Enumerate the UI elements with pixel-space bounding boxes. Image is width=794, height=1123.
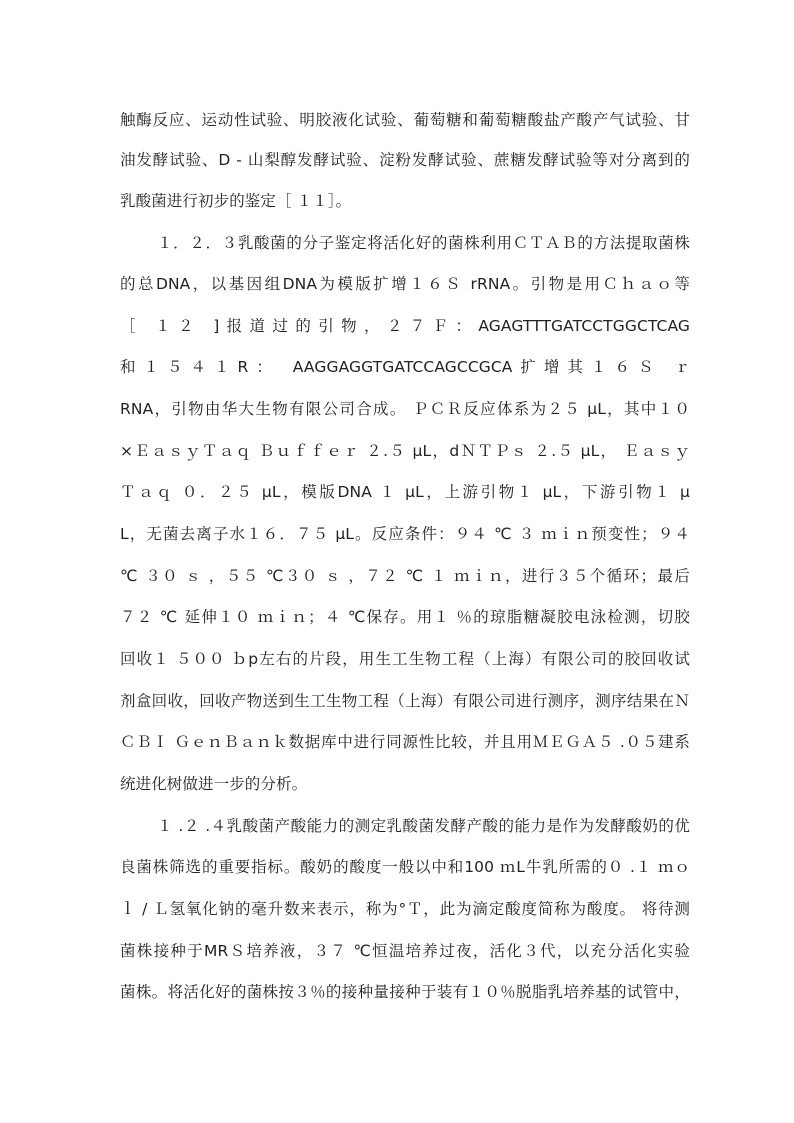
- text-line: 剂盒回收，回收产物送到生工生物工程（上海）有限公司进行测序，测序结果在Ｎ: [120, 692, 690, 710]
- text-line: ＣＢＩ ＧｅｎＢａｎｋ数据库中进行同源性比较，并且用ＭＥＧＡ５ .０５建系: [120, 733, 690, 751]
- text-line: ［ １２ ]报道过的引物，２７Ｆ：AGAGTTTGATCCTGGCTCAG: [120, 317, 690, 335]
- text-line: １．２．３乳酸菌的分子鉴定将活化好的菌株利用ＣＴＡＢ的方法提取菌株: [157, 234, 690, 252]
- text-line: 菌株接种于MRＳ培养液，３７ ℃恒温培养过夜，活化３代，以充分活化实验: [120, 942, 690, 960]
- text-line: 统进化树做进一步的分析。: [120, 775, 308, 793]
- text-line: 和１５４１R： AAGGAGGTGATCCAGCCGCA扩增其１６Ｓ ｒ: [120, 358, 690, 376]
- text-line: 触酶反应、运动性试验、明胶液化试验、葡萄糖和葡萄糖酸盐产酸产气试验、甘: [120, 111, 690, 129]
- text-line: ７２ ℃ 延伸１０ ｍｉｎ；４ ℃保存。用１ ％的琼脂糖凝胶电泳检测，切胶: [120, 608, 690, 626]
- text-line: 乳酸菌进行初步的鉴定［ １１］。: [120, 192, 352, 210]
- text-line: Ｔａｑ ０．２５ μL，模版DNA １ μL，上游引物１ μL，下游引物１ μ: [120, 483, 690, 501]
- text-line: RNA，引物由华大生物有限公司合成。 ＰＣＲ反应体系为２５ μL，其中１０: [120, 400, 690, 418]
- text-line: １ .２ .４乳酸菌产酸能力的测定乳酸菌发酵产酸的能力是作为发酵酸奶的优: [157, 817, 690, 835]
- text-line: 菌株。将活化好的菌株按３％的接种量接种于装有１０％脱脂乳培养基的试管中，: [120, 983, 690, 1001]
- text-line: L，无菌去离子水１６．７５ μL。反应条件：９４ ℃ ３ ｍｉｎ预变性；９４: [120, 525, 690, 543]
- text-line: ×ＥａｓｙＴａｑ Ｂｕｆｆｅｒ ２.５ μL，dＮＴＰｓ ２.５ μL， Ｅａｓｙ: [120, 442, 690, 460]
- text-line: 回收１ ５００ ｂp左右的片段，用生工生物工程（上海）有限公司的胶回收试: [120, 650, 690, 668]
- text-line: 良菌株筛选的重要指标。酸奶的酸度一般以中和100 ｍL牛乳所需的０ .１ ｍｏ: [120, 858, 690, 876]
- text-line: ℃ ３０ ｓ ，５５ ℃３０ ｓ ，７２ ℃ １ ｍｉｎ，进行３５个循环；最后: [120, 567, 690, 585]
- text-line: 的总DNA，以基因组DNA为模版扩增１６Ｓ rRNA。引物是用Ｃｈａｏ等: [120, 275, 690, 293]
- text-line: 油发酵试验、D - 山梨醇发酵试验、淀粉发酵试验、蔗糖发酵试验等对分离到的: [120, 151, 690, 169]
- text-line: ｌ / Ｌ氢氧化钠的毫升数来表示，称为°Ｔ，此为滴定酸度简称为酸度。 将待测: [120, 900, 690, 918]
